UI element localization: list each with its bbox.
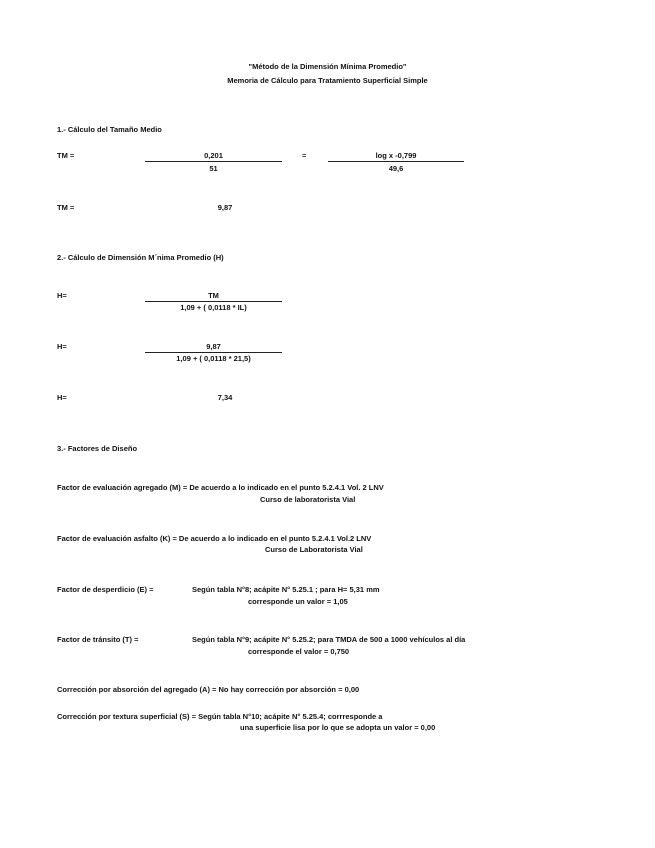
factor-t-label: Factor de tránsito (T) = (57, 635, 139, 644)
h1-denominator: 1,09 + ( 0,0118 * IL) (180, 303, 247, 312)
equals-sign: = (302, 151, 307, 160)
h1-label: H= (57, 291, 67, 300)
fraction1-bar (145, 161, 282, 162)
fraction1-numerator: 0,201 (204, 151, 223, 160)
factor-m-line2: Curso de laboratorista Vial (260, 495, 356, 504)
tm-result-label: TM = (57, 203, 75, 212)
fraction2-numerator: log x -0,799 (375, 151, 417, 160)
factor-e-label: Factor de desperdicio (E) = (57, 585, 154, 594)
h3-label: H= (57, 393, 67, 402)
factor-s-line1: Corrección por textura superficial (S) = Según tabla N°10; acápite N° 5.25.4; corrresponde a (57, 712, 383, 721)
factor-k-line2: Curso de Laboratorista Vial (265, 545, 363, 554)
h2-fraction-bar (145, 352, 282, 353)
section-heading-3: 3.- Factores de Diseño (57, 444, 138, 453)
factor-t-line1: Según tabla N°9; acápite N° 5.25.2; para TMDA de 500 a 1000 vehículos al día (192, 635, 466, 644)
fraction2-bar (328, 161, 464, 162)
section-heading-2: 2.- Cálculo de Dimensión M´nima Promedio (H) (57, 253, 224, 262)
tm-result-value: 9,87 (217, 203, 233, 212)
h3-value: 7,34 (217, 393, 233, 402)
document-title: "Método de la Dimensión Mínima Promedio" (248, 62, 407, 71)
factor-m-line1: Factor de evaluación agregado (M) = De acuerdo a lo indicado en el punto 5.2.4.1 Vol. 2 LNV (57, 483, 384, 492)
factor-a-line: Corrección por absorción del agregado (A) = No hay corrección por absorción = 0,00 (57, 685, 360, 694)
h1-numerator: TM (208, 291, 219, 300)
factor-s-line2: una superficie lisa por lo que se adopta un valor = 0,00 (240, 723, 436, 732)
section-heading-1: 1.- Cálculo del Tamaño Medio (57, 125, 162, 134)
factor-e-line2: corresponde un valor = 1,05 (248, 597, 348, 606)
fraction2-denominator: 49,6 (388, 164, 404, 173)
h1-fraction-bar (145, 301, 282, 302)
factor-k-line1: Factor de evaluación asfalto (K) = De acuerdo a lo indicado en el punto 5.2.4.1 Vol.2 LNV (57, 534, 372, 543)
h2-denominator: 1,09 + ( 0,0118 * 21,5) (176, 354, 251, 363)
factor-t-line2: corresponde el valor = 0,750 (248, 647, 350, 656)
document-subtitle: Memoria de Cálculo para Tratamiento Superficial Simple (227, 76, 428, 85)
tm-label: TM = (57, 151, 75, 160)
h2-label: H= (57, 342, 67, 351)
fraction1-denominator: 51 (209, 164, 218, 173)
h2-numerator: 9,87 (206, 342, 221, 351)
factor-e-line1: Según tabla N°8; acápite N° 5.25.1 ; para H= 5,31 mm (192, 585, 380, 594)
